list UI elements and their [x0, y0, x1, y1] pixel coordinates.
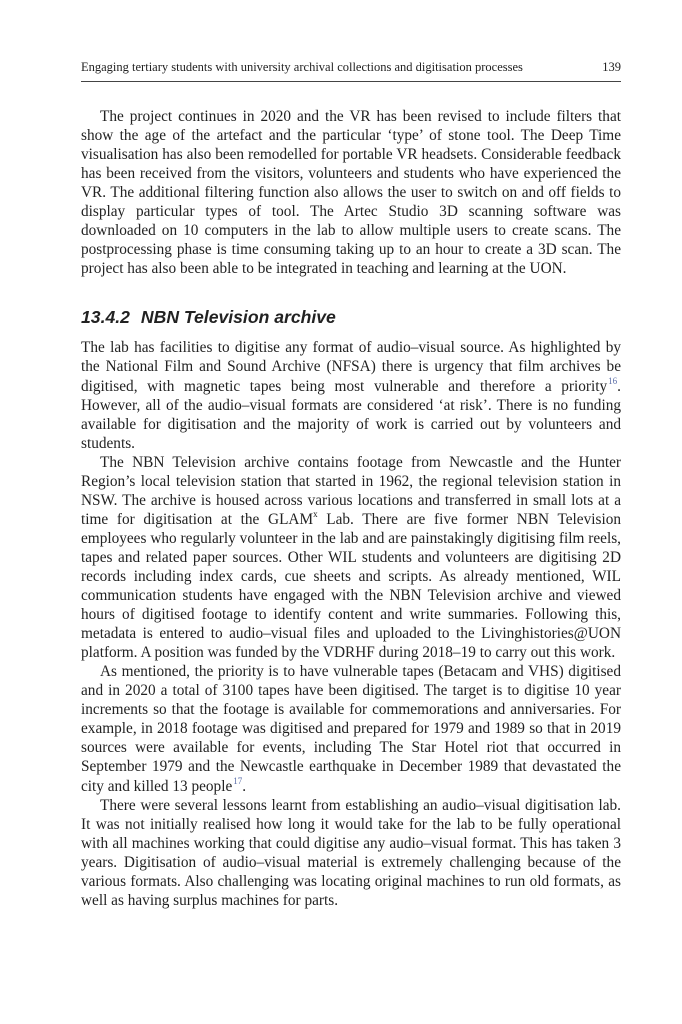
- paragraph: There were several lessons learnt from establishing an audio–visual digitisation lab. It was not initially realised how long it would take for the lab to be fully operational with all machines working that could digitise any audio–visual format. This has taken 3 years. Digitisation of audio–visual material is extremely challenging because of the various formats. Also challenging was locating original machines to run old formats, as well as having surplus machines for parts.: [81, 796, 621, 909]
- section-heading: [81, 306, 621, 328]
- paragraph-text: The NBN Television archive contains footage from Newcastle and the Hunter Region’s local television station that started in 1962, the regional television station in NSW. The archive is housed across various locations and transferred in small lots at a time for digitisation at the GLAM: [81, 453, 621, 528]
- section-title: NBN Television archive: [140, 307, 336, 328]
- paragraph: The project continues in 2020 and the VR has been revised to include filters that show the age of the artefact and the particular ‘type’ of stone tool. The Deep Time visualisation has also been remodelled for portable VR headsets. Considerable feedback has been received from the visitors, volunteers and students who have experienced the VR. The additional filtering function also allows the user to switch on and off fields to display particular types of tool. The Artec Studio 3D scanning software was downloaded on 10 computers in the lab to allow multiple users to create scans. The postprocessing phase is time consuming taking up to an hour to create a 3D scan. The project has also been able to be integrated in teaching and learning at the UON.: [81, 108, 621, 278]
- running-head-title: Engaging tertiary students with university archival collections and digitisation processes: [81, 60, 523, 74]
- paragraph-text: As mentioned, the priority is to have vulnerable tapes (Betacam and VHS) digitised and in 2020 a total of 3100 tapes have been digitised. The target is to digitise 10 year increments so that the footage is available for commemorations and anniversaries. For example, in 2018 footage was digitised and prepared for 1979 and 1989 so that in 2019 sources were available for events, including The Star Hotel riot that occurred in September 1979 and the Newcastle earthquake in December 1989 that devastated the city and killed 13 people: [81, 663, 621, 795]
- page: [81, 60, 621, 910]
- paragraph: [81, 338, 621, 452]
- paragraph-text: The lab has facilities to digitise any format of audio–visual source. As highlighted by the National Film and Sound Archive (NFSA) there is urgency that film archives be digitised, with magnetic tapes being most vulnerable and therefore a priority: [81, 339, 621, 395]
- running-head: [81, 60, 621, 82]
- superscript-x: x: [313, 508, 318, 519]
- paragraph-text: . However, all of the audio–visual formats are considered ‘at risk’. There is no funding available for digitisation and the majority of work is carried out by volunteers and students.: [81, 377, 621, 452]
- paragraph: [81, 662, 621, 795]
- footnote-ref-17[interactable]: 17: [233, 775, 243, 786]
- section-number: 13.4.2: [81, 307, 130, 328]
- footnote-ref-16[interactable]: 16: [608, 375, 618, 386]
- paragraph: [81, 453, 621, 663]
- paragraph-text: Lab. There are five former NBN Television employees who regularly volunteer in the lab and are painstakingly digitising film reels, tapes and related paper sources. Other WIL students and volunteers are digitising 2D records including index cards, cue sheets and scripts. As already mentioned, WIL communication students have engaged with the NBN Television archive and viewed hours of digitised footage to identify content and write summaries. Following this, metadata is entered to audio–visual files and uploaded to the Livinghistories@UON platform. A position was funded by the VDRHF during 2018–19 to carry out this work.: [81, 510, 621, 662]
- paragraph-text: .: [242, 777, 247, 795]
- page-number: 139: [602, 60, 621, 74]
